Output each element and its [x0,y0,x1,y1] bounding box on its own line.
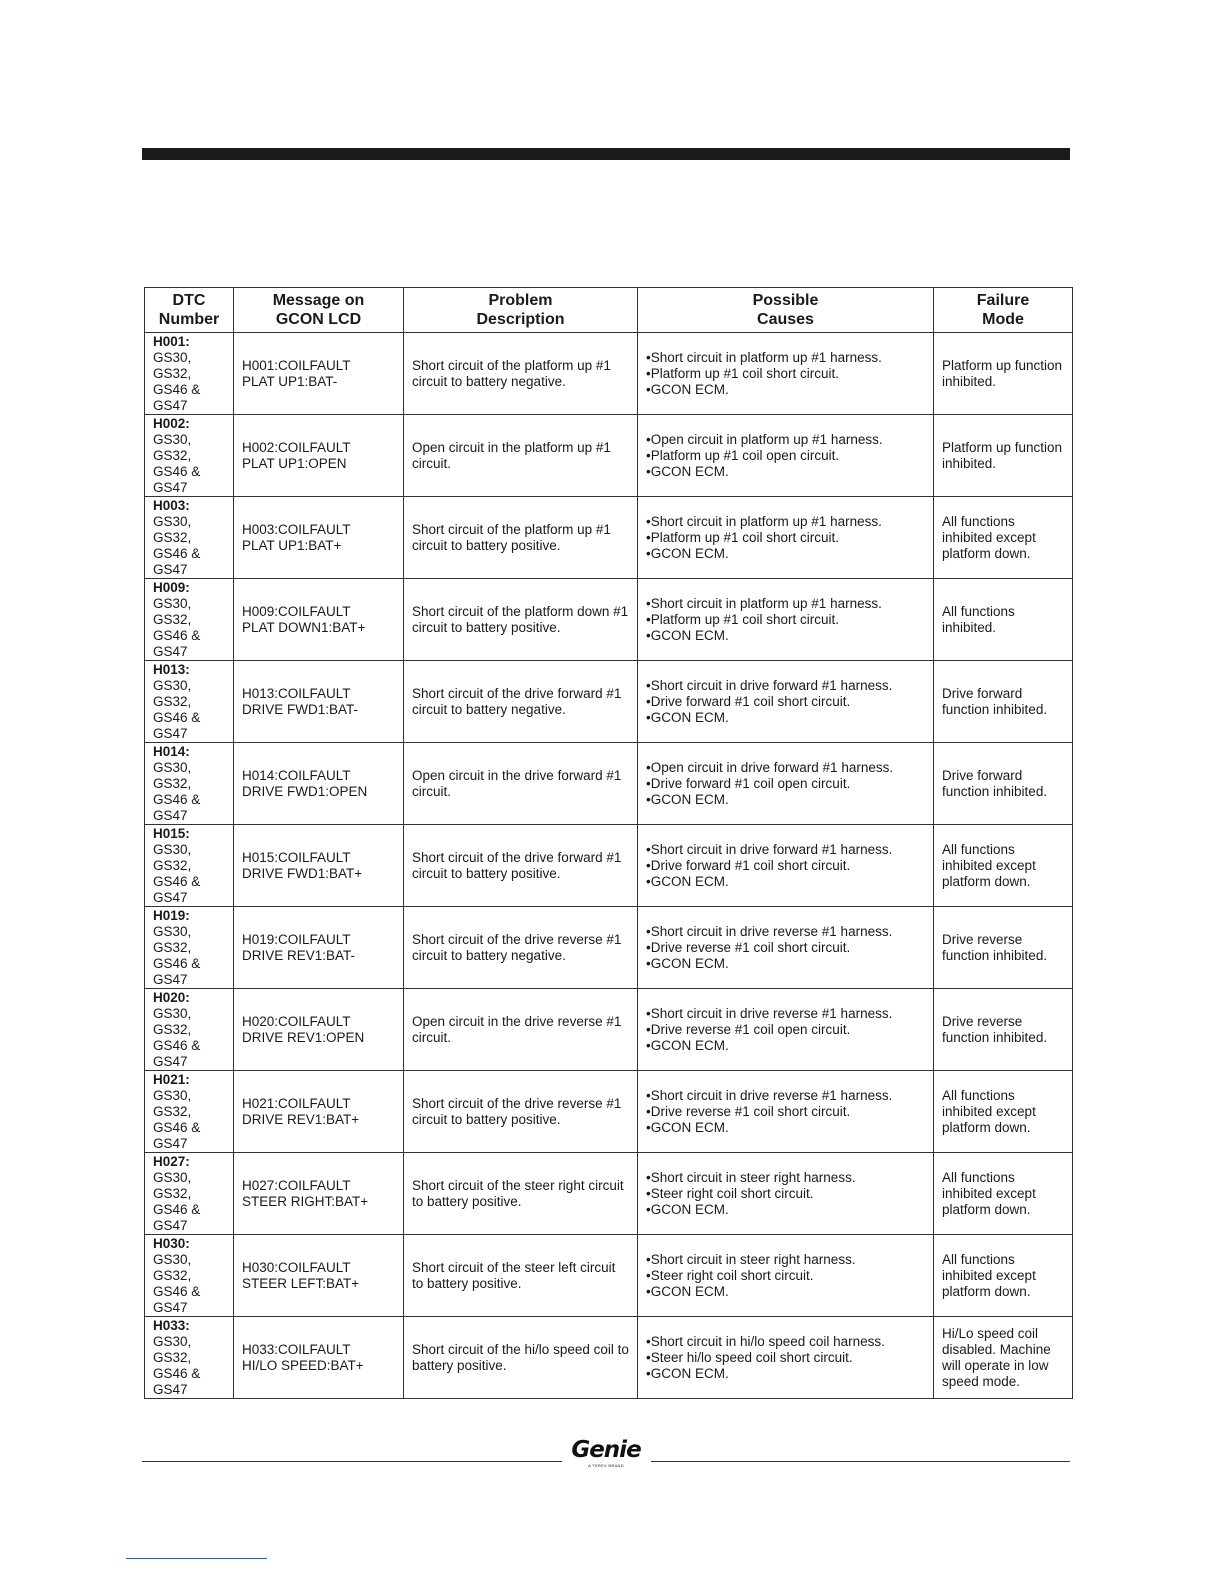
lcd-message-cell: H020:COILFAULT DRIVE REV1:OPEN [234,989,404,1071]
table-row [145,1153,1073,1235]
failure-mode-cell: All functions inhibited except platform down. [934,825,1073,907]
cause-item: • Drive reverse #1 coil short circuit. [646,1104,925,1120]
cause-item: • Short circuit in steer right harness. [646,1170,925,1186]
failure-mode-cell: All functions inhibited except platform down. [934,497,1073,579]
cause-item: • GCON ECM. [646,1366,925,1382]
dtc-code: H009: [153,579,190,595]
possible-causes-cell [638,661,934,743]
lcd-message-cell: H013:COILFAULT DRIVE FWD1:BAT- [234,661,404,743]
header-dtc-number [145,288,234,333]
problem-description-cell: Short circuit of the steer left circuit to battery positive. [404,1235,638,1317]
lcd-message-cell: H001:COILFAULT PLAT UP1:BAT- [234,333,404,415]
header-dtc-number-label: DTC Number [158,292,220,328]
lcd-message-cell: H003:COILFAULT PLAT UP1:BAT+ [234,497,404,579]
cause-item: • GCON ECM. [646,382,925,398]
failure-mode-cell: Hi/Lo speed coil disabled. Machine will operate in low speed mode. [934,1317,1073,1399]
possible-causes-cell [638,825,934,907]
table-row [145,661,1073,743]
cause-item: • Drive forward #1 coil open circuit. [646,776,925,792]
cause-item: • Open circuit in platform up #1 harness. [646,432,925,448]
problem-description-cell: Open circuit in the drive reverse #1 circuit. [404,989,638,1071]
possible-causes-cell [638,1071,934,1153]
problem-description-cell: Short circuit of the platform up #1 circuit to battery negative. [404,333,638,415]
cause-item: • GCON ECM. [646,710,925,726]
failure-mode-cell: Platform up function inhibited. [934,415,1073,497]
dtc-models: GS30, GS32, GS46 & GS47 [153,677,201,741]
header-message [234,288,404,333]
dtc-number-cell [145,1071,234,1153]
table-row [145,907,1073,989]
lcd-message-cell: H019:COILFAULT DRIVE REV1:BAT- [234,907,404,989]
dtc-number-cell [145,661,234,743]
problem-description-cell: Open circuit in the platform up #1 circuit. [404,415,638,497]
cause-item: • Platform up #1 coil open circuit. [646,448,925,464]
causes-list [646,1088,925,1136]
problem-description-cell: Short circuit of the hi/lo speed coil to battery positive. [404,1317,638,1399]
dtc-models: GS30, GS32, GS46 & GS47 [153,1333,201,1397]
dtc-models: GS30, GS32, GS46 & GS47 [153,513,201,577]
dtc-code: H030: [153,1235,190,1251]
dtc-number-cell [145,825,234,907]
problem-description-cell: Short circuit of the platform up #1 circuit to battery positive. [404,497,638,579]
possible-causes-cell [638,907,934,989]
cause-item: • GCON ECM. [646,956,925,972]
causes-list [646,1334,925,1382]
cause-item: • GCON ECM. [646,628,925,644]
header-problem-label: Problem Description [476,292,565,328]
header-failure [934,288,1073,333]
dtc-table [144,287,1073,1399]
table-row [145,415,1073,497]
cause-item: • GCON ECM. [646,1284,925,1300]
logo-tagline: A TEREX BRAND [588,1463,624,1468]
cause-item: • GCON ECM. [646,1202,925,1218]
dtc-number-cell [145,415,234,497]
header-causes [638,288,934,333]
cause-item: • Steer right coil short circuit. [646,1268,925,1284]
lcd-message-cell: H009:COILFAULT PLAT DOWN1:BAT+ [234,579,404,661]
failure-mode-cell: All functions inhibited except platform down. [934,1071,1073,1153]
footer-rule-left [142,1461,562,1462]
possible-causes-cell [638,333,934,415]
dtc-number-cell [145,579,234,661]
header-causes-label: Possible Causes [752,292,819,328]
table-row [145,1071,1073,1153]
dtc-code: H020: [153,989,190,1005]
dtc-models: GS30, GS32, GS46 & GS47 [153,1087,201,1151]
failure-mode-cell: Drive reverse function inhibited. [934,989,1073,1071]
failure-mode-cell: Drive reverse function inhibited. [934,907,1073,989]
dtc-code: H003: [153,497,190,513]
dtc-code: H001: [153,333,190,349]
problem-description-cell: Short circuit of the drive reverse #1 circuit to battery negative. [404,907,638,989]
problem-description-cell: Short circuit of the drive forward #1 circuit to battery positive. [404,825,638,907]
cause-item: • Short circuit in drive reverse #1 harness. [646,1088,925,1104]
cause-item: • Steer hi/lo speed coil short circuit. [646,1350,925,1366]
dtc-number-cell [145,1153,234,1235]
causes-list [646,596,925,644]
dtc-models: GS30, GS32, GS46 & GS47 [153,841,201,905]
dtc-models: GS30, GS32, GS46 & GS47 [153,431,201,495]
cause-item: • Drive reverse #1 coil short circuit. [646,940,925,956]
dtc-code: H013: [153,661,190,677]
cause-item: • Short circuit in drive forward #1 harness. [646,678,925,694]
cause-item: • GCON ECM. [646,874,925,890]
cause-item: • Short circuit in platform up #1 harness. [646,514,925,530]
causes-list [646,350,925,398]
failure-mode-cell: All functions inhibited except platform down. [934,1153,1073,1235]
causes-list [646,432,925,480]
cause-item: • Short circuit in drive reverse #1 harness. [646,1006,925,1022]
dtc-models: GS30, GS32, GS46 & GS47 [153,759,201,823]
table-row [145,743,1073,825]
dtc-code: H015: [153,825,190,841]
dtc-number-cell [145,1317,234,1399]
possible-causes-cell [638,743,934,825]
problem-description-cell: Short circuit of the steer right circuit to battery positive. [404,1153,638,1235]
problem-description-cell: Short circuit of the drive forward #1 circuit to battery negative. [404,661,638,743]
bottom-link-rule [126,1558,267,1559]
header-problem [404,288,638,333]
lcd-message-cell: H030:COILFAULT STEER LEFT:BAT+ [234,1235,404,1317]
cause-item: • Platform up #1 coil short circuit. [646,366,925,382]
problem-description-cell: Open circuit in the drive forward #1 circuit. [404,743,638,825]
cause-item: • Drive forward #1 coil short circuit. [646,694,925,710]
dtc-models: GS30, GS32, GS46 & GS47 [153,923,201,987]
table-row [145,497,1073,579]
dtc-models: GS30, GS32, GS46 & GS47 [153,1005,201,1069]
genie-logo [570,1437,642,1468]
dtc-code: H002: [153,415,190,431]
table-row [145,989,1073,1071]
logo-wordmark: Genie [571,1437,641,1463]
cause-item: • GCON ECM. [646,1120,925,1136]
causes-list [646,842,925,890]
cause-item: • GCON ECM. [646,464,925,480]
table-row [145,1317,1073,1399]
cause-item: • Drive forward #1 coil short circuit. [646,858,925,874]
header-failure-label: Failure Mode [976,292,1030,328]
possible-causes-cell [638,1235,934,1317]
possible-causes-cell [638,497,934,579]
cause-item: • Short circuit in hi/lo speed coil harness. [646,1334,925,1350]
causes-list [646,1006,925,1054]
cause-item: • Short circuit in drive forward #1 harness. [646,842,925,858]
possible-causes-cell [638,1317,934,1399]
cause-item: • Steer right coil short circuit. [646,1186,925,1202]
dtc-models: GS30, GS32, GS46 & GS47 [153,1169,201,1233]
dtc-models: GS30, GS32, GS46 & GS47 [153,595,201,659]
failure-mode-cell: Drive forward function inhibited. [934,743,1073,825]
possible-causes-cell [638,579,934,661]
table-body [145,333,1073,1399]
dtc-code: H021: [153,1071,190,1087]
problem-description-cell: Short circuit of the platform down #1 circuit to battery positive. [404,579,638,661]
dtc-number-cell [145,1235,234,1317]
dtc-code: H014: [153,743,190,759]
dtc-models: GS30, GS32, GS46 & GS47 [153,1251,201,1315]
failure-mode-cell: Platform up function inhibited. [934,333,1073,415]
lcd-message-cell: H015:COILFAULT DRIVE FWD1:BAT+ [234,825,404,907]
table-row [145,825,1073,907]
causes-list [646,760,925,808]
cause-item: • GCON ECM. [646,1038,925,1054]
causes-list [646,1252,925,1300]
cause-item: • Platform up #1 coil short circuit. [646,530,925,546]
failure-mode-cell: All functions inhibited except platform down. [934,1235,1073,1317]
table-row [145,1235,1073,1317]
dtc-number-cell [145,743,234,825]
dtc-number-cell [145,333,234,415]
possible-causes-cell [638,415,934,497]
header-message-label: Message on GCON LCD [272,292,365,328]
possible-causes-cell [638,1153,934,1235]
causes-list [646,514,925,562]
dtc-number-cell [145,497,234,579]
cause-item: • Short circuit in platform up #1 harness. [646,596,925,612]
failure-mode-cell: Drive forward function inhibited. [934,661,1073,743]
lcd-message-cell: H014:COILFAULT DRIVE FWD1:OPEN [234,743,404,825]
cause-item: • GCON ECM. [646,546,925,562]
lcd-message-cell: H033:COILFAULT HI/LO SPEED:BAT+ [234,1317,404,1399]
causes-list [646,1170,925,1218]
dtc-code: H033: [153,1317,190,1333]
cause-item: • Platform up #1 coil short circuit. [646,612,925,628]
table-header-row [145,288,1073,333]
dtc-code: H019: [153,907,190,923]
footer-rule-right [651,1461,1070,1462]
possible-causes-cell [638,989,934,1071]
cause-item: • Drive reverse #1 coil open circuit. [646,1022,925,1038]
failure-mode-cell: All functions inhibited. [934,579,1073,661]
cause-item: • Open circuit in drive forward #1 harness. [646,760,925,776]
causes-list [646,678,925,726]
table-row [145,333,1073,415]
cause-item: • Short circuit in drive reverse #1 harness. [646,924,925,940]
dtc-number-cell [145,907,234,989]
table-row [145,579,1073,661]
header-rule [142,148,1070,160]
causes-list [646,924,925,972]
dtc-number-cell [145,989,234,1071]
lcd-message-cell: H002:COILFAULT PLAT UP1:OPEN [234,415,404,497]
problem-description-cell: Short circuit of the drive reverse #1 circuit to battery positive. [404,1071,638,1153]
lcd-message-cell: H027:COILFAULT STEER RIGHT:BAT+ [234,1153,404,1235]
cause-item: • Short circuit in platform up #1 harness. [646,350,925,366]
dtc-code: H027: [153,1153,190,1169]
cause-item: • Short circuit in steer right harness. [646,1252,925,1268]
lcd-message-cell: H021:COILFAULT DRIVE REV1:BAT+ [234,1071,404,1153]
dtc-models: GS30, GS32, GS46 & GS47 [153,349,201,413]
cause-item: • GCON ECM. [646,792,925,808]
